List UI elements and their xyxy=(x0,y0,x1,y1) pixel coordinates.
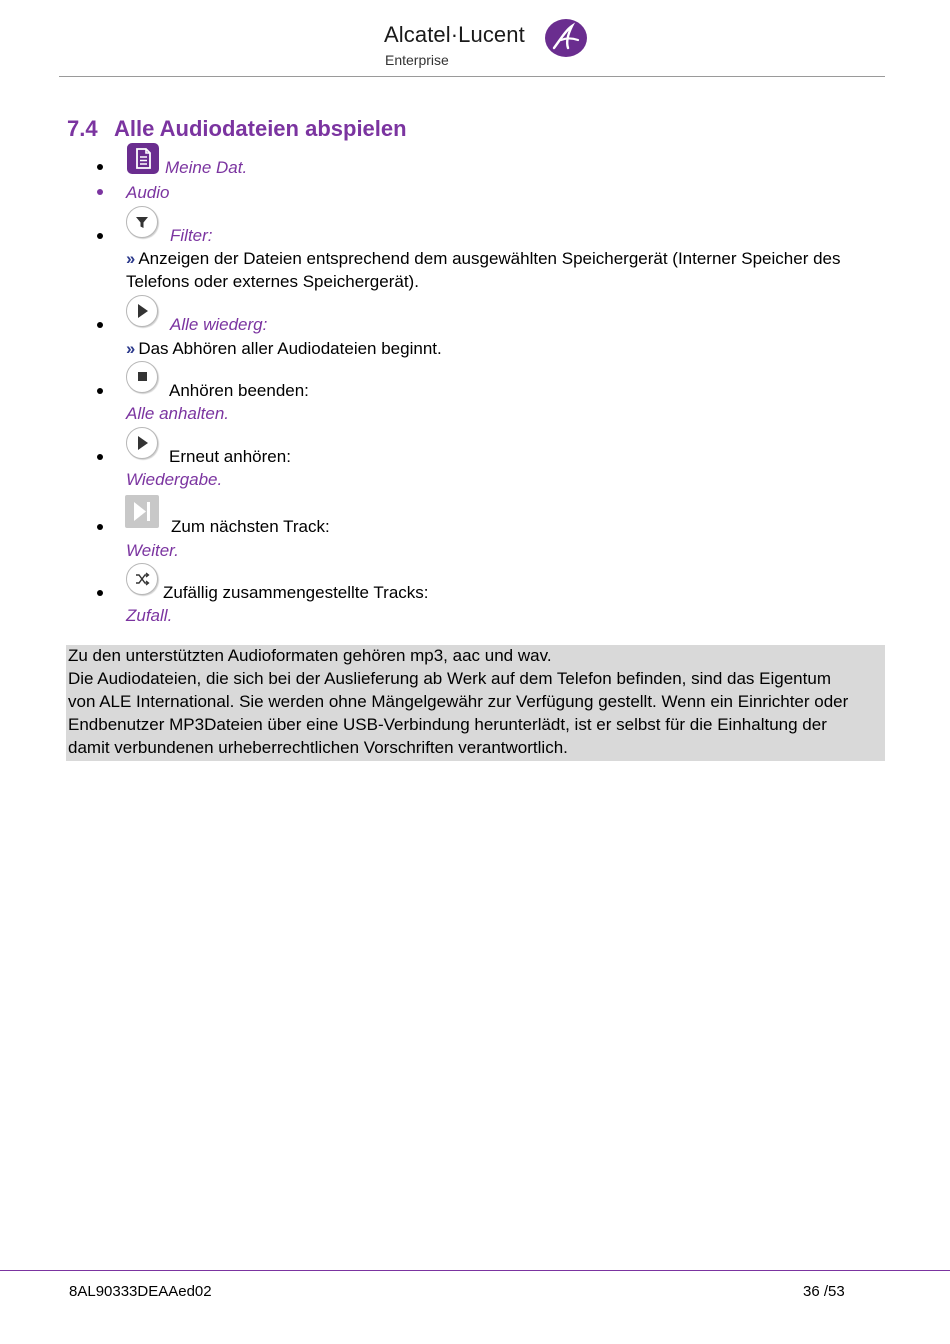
list-bullet xyxy=(96,163,104,171)
list-bullet xyxy=(96,453,104,461)
note-box xyxy=(66,645,885,761)
note-line: Endbenutzer MP3Dateien über eine USB-Verbindung herunterlädt, ist er selbst für die Einhaltung der xyxy=(68,715,827,734)
company-logo xyxy=(384,18,594,70)
list-bullet xyxy=(96,387,104,395)
filter-result-line-2: Telefons oder externes Speichergerät). xyxy=(126,272,419,291)
filter-result-line-1: ›› Anzeigen der Dateien entsprechend dem ausgewählten Speichergerät (Interner Speicher des xyxy=(126,249,841,268)
filter-icon xyxy=(126,206,158,238)
softkey-play-all: Alle wiederg: xyxy=(170,315,268,334)
document-icon xyxy=(127,143,159,174)
menu-path-my-files: Meine Dat. xyxy=(165,158,248,177)
softkey-next: Weiter. xyxy=(126,541,179,560)
result-arrow-icon: ›› xyxy=(126,249,134,268)
list-bullet xyxy=(96,523,104,531)
note-line: Zu den unterstützten Audioformaten gehören mp3, aac und wav. xyxy=(68,646,552,665)
note-line: von ALE International. Sie werden ohne Mängelgewähr zur Verfügung gestellt. Wenn ein Einrichter oder xyxy=(68,692,849,711)
logo-mark-icon xyxy=(544,18,588,58)
logo-subtitle: Enterprise xyxy=(385,52,449,68)
footer-divider xyxy=(0,1270,950,1271)
play-icon xyxy=(126,427,158,459)
page-number: 36 /53 xyxy=(803,1283,845,1300)
menu-path-audio: Audio xyxy=(126,183,170,202)
list-bullet xyxy=(96,589,104,597)
stop-listening-label: Anhören beenden: xyxy=(169,381,309,400)
softkey-playback: Wiedergabe. xyxy=(126,470,223,489)
stop-icon xyxy=(126,361,158,393)
note-line: Die Audiodateien, die sich bei der Auslieferung ab Werk auf dem Telefon befinden, sind das Eigentum xyxy=(68,669,831,688)
section-title: Alle Audiodateien abspielen xyxy=(114,116,407,141)
play-icon xyxy=(126,295,158,327)
list-bullet xyxy=(96,232,104,240)
list-bullet xyxy=(96,188,104,196)
next-track-icon xyxy=(125,495,159,528)
play-all-result: ›› Das Abhören aller Audiodateien beginnt. xyxy=(126,339,442,358)
softkey-stop-all: Alle anhalten. xyxy=(126,404,230,423)
list-bullet xyxy=(96,321,104,329)
section-number: 7.4 xyxy=(67,116,98,141)
document-id: 8AL90333DEAAed02 xyxy=(69,1283,212,1300)
next-track-label: Zum nächsten Track: xyxy=(171,517,330,536)
section-heading xyxy=(67,116,407,142)
softkey-shuffle: Zufall. xyxy=(126,606,173,625)
logo-wordmark: Alcatel·Lucent xyxy=(384,22,525,47)
softkey-filter: Filter: xyxy=(170,226,213,245)
result-arrow-icon: ›› xyxy=(126,339,134,358)
resume-listening-label: Erneut anhören: xyxy=(169,447,291,466)
shuffle-icon xyxy=(126,563,158,595)
header-divider xyxy=(59,76,885,77)
shuffle-label: Zufällig zusammengestellte Tracks: xyxy=(163,583,429,602)
note-line: damit verbundenen urheberrechtlichen Vorschriften verantwortlich. xyxy=(68,738,568,757)
